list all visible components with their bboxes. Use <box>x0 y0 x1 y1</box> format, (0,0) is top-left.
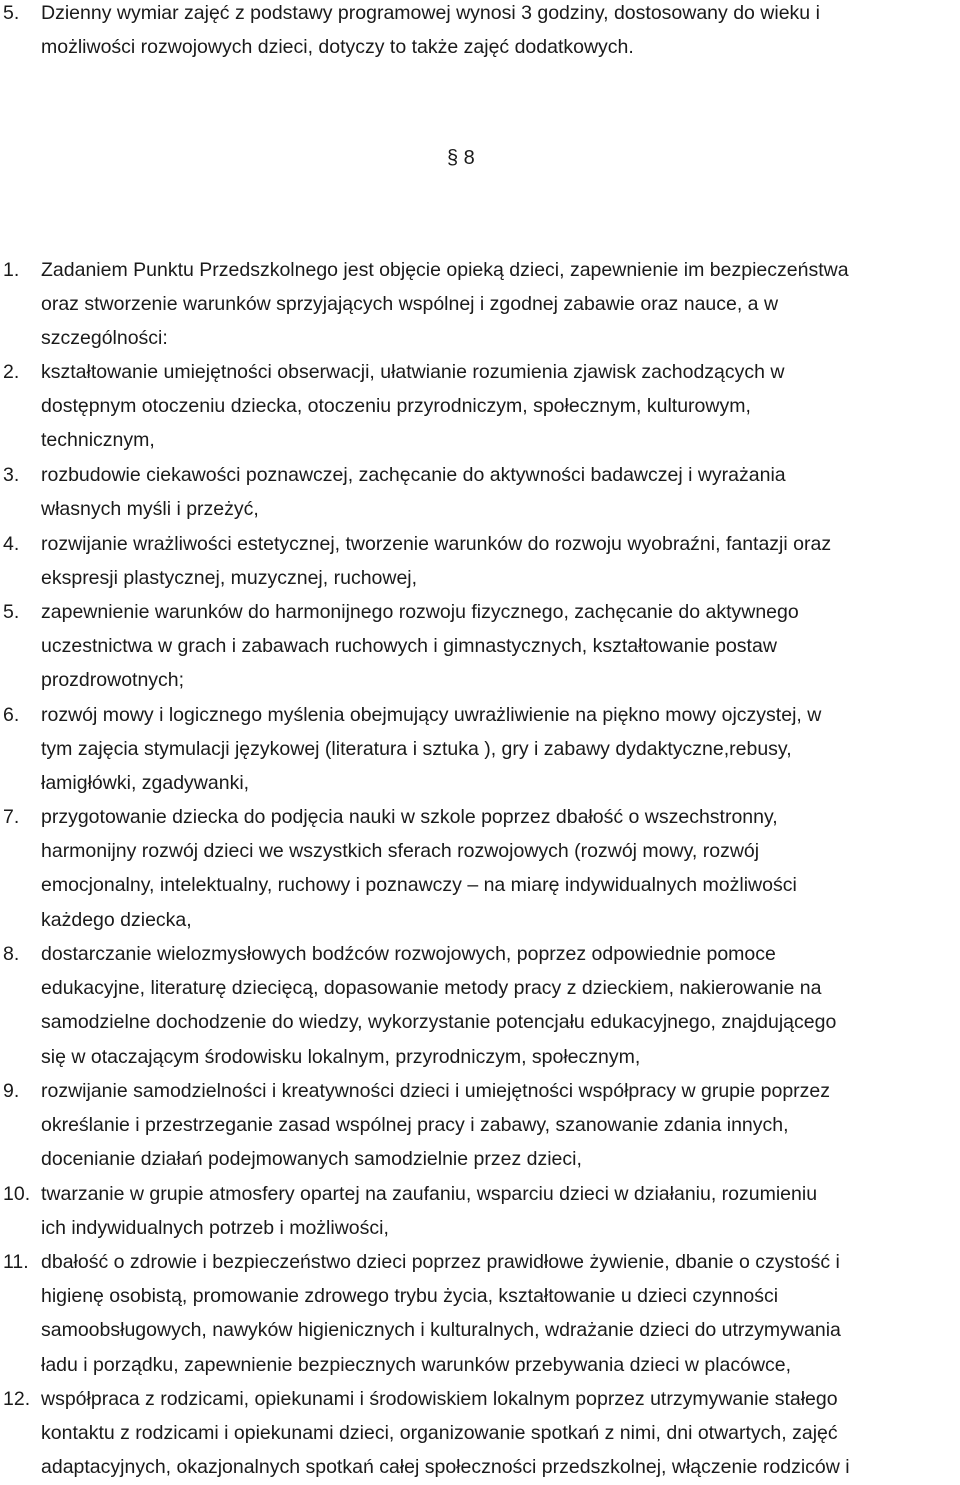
list-item-text: Zadaniem Punktu Przedszkolnego jest objęcie opieką dzieci, zapewnienie im bezpieczeństwa oraz stworzenie warunków sprzyjających wspólnej i zgodnej zabawie oraz nauce, a w szczególności: <box>41 259 849 350</box>
list-item-6 <box>0 698 960 801</box>
list-item-number: 8. <box>3 943 20 965</box>
list-item-number: 11. <box>3 1251 29 1273</box>
list-item-number: 9. <box>3 1080 20 1102</box>
list-item-4 <box>0 527 960 595</box>
list-item-text: rozwijanie wrażliwości estetycznej, tworzenie warunków do rozwoju wyobraźni, fantazji oraz ekspresji plastycznej, muzycznej, ruchowej, <box>41 533 832 590</box>
list-item-9 <box>0 1074 960 1177</box>
list-item-7 <box>0 800 960 937</box>
list-item-11 <box>0 1245 960 1382</box>
list-item-number: 5. <box>3 601 20 623</box>
list-item-text: zapewnienie warunków do harmonijnego rozwoju fizycznego, zachęcanie do aktywnego uczestnictwa w grach i zabawach ruchowych i gimnastycznych, kształtowanie postaw prozdrowotnych; <box>41 601 799 692</box>
list-item-3 <box>0 458 960 526</box>
list-item-text: kształtowanie umiejętności obserwacji, ułatwianie rozumienia zjawisk zachodzących w dostępnym otoczeniu dziecka, otoczeniu przyrodniczym, społecznym, kulturowym, technicznym, <box>41 361 785 452</box>
list-item-2 <box>0 355 960 458</box>
list-item-1 <box>0 253 960 356</box>
list-item-text: przygotowanie dziecka do podjęcia nauki w szkole poprzez dbałość o wszechstronny, harmonijny rozwój dzieci we wszystkich sferach rozwojowych (rozwój mowy, rozwój emocjonalny, intelektualny, ruchowy i poznawczy – na miarę indywidualnych możliwości każdego dziecka, <box>41 806 797 931</box>
list-item-5 <box>0 595 960 698</box>
section-heading: § 8 <box>447 147 475 169</box>
list-item-text: rozwój mowy i logicznego myślenia obejmujący uwrażliwienie na piękno mowy ojczystej, w tym zajęcia stymulacji językowej (literatura i sztuka ), gry i zabawy dydaktyczne,rebusy, łamigłówki, zgadywanki, <box>41 704 822 795</box>
list-item-number: 6. <box>3 704 20 726</box>
list-item-text: Dzienny wymiar zajęć z podstawy programowej wynosi 3 godziny, dostosowany do wieku i możliwości rozwojowych dzieci, dotyczy to także zajęć dodatkowych. <box>41 2 820 59</box>
list-item-number: 7. <box>3 806 20 828</box>
list-item-number: 2. <box>3 361 20 383</box>
list-item-number: 10. <box>3 1183 31 1205</box>
list-item-5-intro <box>0 0 960 64</box>
list-item-text: rozwijanie samodzielności i kreatywności dzieci i umiejętności współpracy w grupie poprzez określanie i przestrzeganie zasad wspólnej pracy i zabawy, szanowanie zdania innych, docenianie działań podejmowanych samodzielnie przez dzieci, <box>41 1080 830 1171</box>
list-item-number: 3. <box>3 464 20 486</box>
list-item-number: 1. <box>3 259 20 281</box>
list-item-12 <box>0 1382 960 1485</box>
list-item-text: dostarczanie wielozmysłowych bodźców rozwojowych, poprzez odpowiednie pomoce edukacyjne, literaturę dziecięcą, dopasowanie metody pracy z dzieckiem, nakierowanie na samodzielne dochodzenie do wiedzy, wykorzystanie potencjału edukacyjnego, znajdującego się w otaczającym środowisku lokalnym, przyrodniczym, społecznym, <box>41 943 837 1068</box>
list-item-text: współpraca z rodzicami, opiekunami i środowiskiem lokalnym poprzez utrzymywanie stałego kontaktu z rodzicami i opiekunami dzieci, organizowanie spotkań z nimi, dni otwartych, zajęć adaptacyjnych, okazjonalnych spotkań całej społeczności przedszkolnej, włączenie rodziców i <box>41 1388 850 1479</box>
list-item-number: 4. <box>3 533 20 555</box>
list-item-text: rozbudowie ciekawości poznawczej, zachęcanie do aktywności badawczej i wyrażania własnych myśli i przeżyć, <box>41 464 786 521</box>
list-item-8 <box>0 937 960 1074</box>
list-item-10 <box>0 1177 960 1245</box>
list-item-text: dbałość o zdrowie i bezpieczeństwo dzieci poprzez prawidłowe żywienie, dbanie o czystość i higienę osobistą, promowanie zdrowego trybu życia, kształtowanie u dzieci czynności samoobsługowych, nawyków higienicznych i kulturalnych, wdrażanie dzieci do utrzymywania ładu i porządku, zapewnienie bezpiecznych warunków przebywania dzieci w placówce, <box>41 1251 841 1376</box>
list-item-number: 12. <box>3 1388 31 1410</box>
list-item-text: twarzanie w grupie atmosfery opartej na zaufaniu, wsparciu dzieci w działaniu, rozumieniu ich indywidualnych potrzeb i możliwości, <box>41 1183 818 1240</box>
list-item-number: 5. <box>3 2 20 24</box>
